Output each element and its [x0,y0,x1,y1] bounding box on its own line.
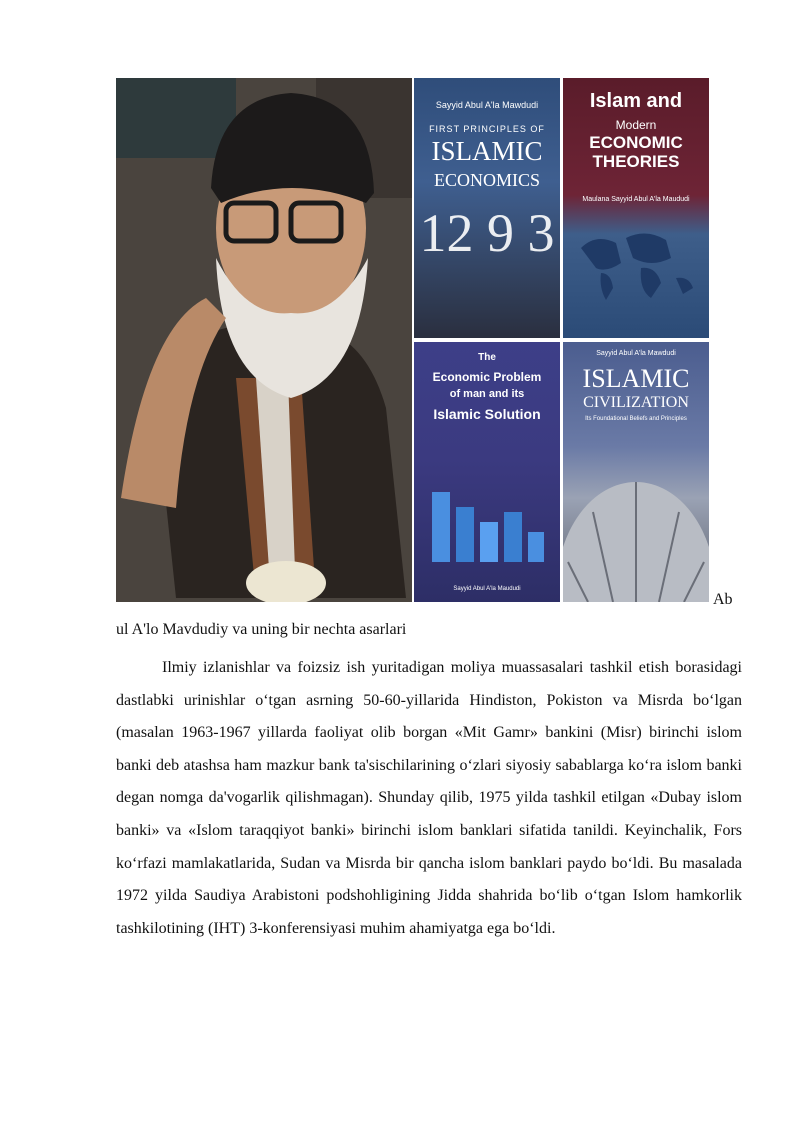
cover-title: Islam and [589,90,683,112]
portrait-photo [116,78,412,602]
cover-author: Maulana Sayyid Abul A'la Maududi [582,196,690,203]
book-cover-economic-theories [563,78,709,338]
cover-subtitle: Its Foundational Beliefs and Principles [585,416,687,422]
cover-title: ISLAMIC [431,136,543,166]
cover-subtitle: FIRST PRINCIPLES OF [429,124,545,134]
cover-author: Sayyid Abul A'la Mawdudi [435,100,539,110]
portrait-illustration [116,78,412,602]
figure-caption: ul A'lo Mavdudiy va uning bir nechta asarlari [116,621,407,638]
cover-numbers-graphic: 12 9 3 [419,203,555,263]
cover-title-line2: CIVILIZATION [583,394,689,411]
book-cover-islamic-civilization [563,342,709,602]
book-cover-islamic-economics [414,78,560,338]
book-cover-economic-problem [414,342,560,602]
cover-modern: Modern [615,118,657,132]
cover-author: Sayyid Abul A'la Maududi [453,586,521,592]
caption-tail: Ab [713,591,733,608]
bar-graphic [424,462,550,572]
world-map-graphic [571,218,701,308]
cover-title-line2: of man and its [449,388,525,400]
cover-title-line2: ECONOMIC THEORIES [589,133,683,171]
cover-author: Sayyid Abul A'la Mawdudi [596,350,676,357]
cover-title: Economic Problem [432,370,542,384]
cover-title-line2: ECONOMICS [433,170,540,190]
cover-title-line3: Islamic Solution [433,406,541,422]
dome-graphic [563,452,709,602]
cover-title: ISLAMIC [582,364,690,393]
body-paragraph: Ilmiy izlanishlar va foizsiz ish yuritadigan moliya muassasalari tashkil etish borasidagi dastlabki urinishlar o‘tgan asrning 50-60-yillarida Hindiston, Pokiston va Misrda bo‘lgan (masalan 1963-1967 yillarda faoliyat olib borgan «Mit Gamr» bankini (Misr) birinchi islom banki deb atashsa ham mazkur bank ta'sischilarining o‘zlari siyosiy sabablarga ko‘ra islom banki degan nomga da'vogarlik qilishmagan). Shunday qilib, 1975 yilda tashkil etilgan «Dubay islom banki» va «Islom taraqqiyot banki» birinchi islom banklari sifatida tanildi. Keyinchalik, Fors ko‘rfazi mamlakatlarida, Sudan va Misrda bir qancha islom banklari paydo bo‘ldi. Bu masalada 1972 yilda Saudiya Arabistoni podshohligining Jidda shahrida bo‘lib o‘tgan Islom hamkorlik tashkilotining (IHT) 3-konferensiyasi muhim ahamiyatga ega bo‘ldi. [116,659,742,937]
cover-the: The [478,352,496,363]
